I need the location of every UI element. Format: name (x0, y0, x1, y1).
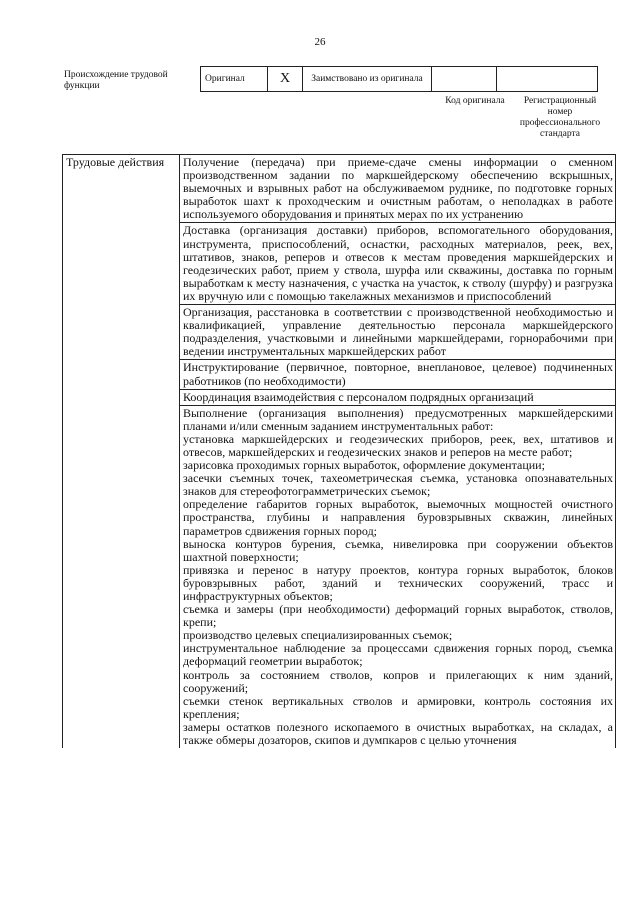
page-number: 26 (314, 36, 326, 48)
code-cell (432, 67, 497, 92)
instrumental-line: выноска контуров бурения, съемка, нивелировка при сооружении объектов шахтной поверхности; (183, 536, 613, 564)
labor-action-item: Организация, расстановка в соответствии с производственной необходимостью и квалификацией, управление деятельностью персонала маркшейдерского подразделения, участковыми и линейными маркшейдерами, горнорабочими при ведении инструментальных маркшейдерских работ (180, 305, 616, 360)
instrumental-line: установка маркшейдерских и геодезических приборов, реек, вех, штативов и отвесов, маркшейдерских и геодезических знаков и реперов на месте работ; (183, 431, 613, 459)
original-cell: Оригинал (201, 67, 268, 92)
labor-actions-table (62, 154, 616, 748)
instrumental-line: замеры остатков полезного ископаемого в очистных выработках, на складах, а также обмеры дозаторов, скипов и думпкаров с целью уточнения (183, 719, 613, 748)
labor-action-item: Доставка (организация доставки) приборов, вспомогательного оборудования, инструмента, приспособлений, оснастки, расходных материалов, реек, вех, штативов, знаков, реперов и отвесов к местам проведения маркшейдерских и геодезических работ, прием у ствола, шурфа или скважины, доставка по горным выработкам к месту назначения, с участка на участок, к стволу (шурфу) и разгрузка их вручную или с помощью такелажных механизмов и приспособлений (180, 223, 616, 305)
labor-action-item: Координация взаимодействия с персоналом подрядных организаций (180, 389, 616, 405)
reg-number-cell (497, 67, 598, 92)
instrumental-line: контроль за состоянием стволов, копров и прилегающих к ним зданий, сооружений; (183, 667, 613, 695)
labor-action-item-instrumental (180, 405, 616, 748)
instrumental-line: зарисовка проходимых горных выработок, оформление документации; (183, 458, 545, 473)
borrowed-cell: Заимствовано из оригинала (303, 67, 432, 92)
instrumental-line: инструментальное наблюдение за процессами сдвижения горных пород, съемка деформаций геометрии выработок; (183, 641, 613, 669)
labor-action-item: Инструктирование (первичное, повторное, внеплановое, целевое) подчиненных работников (по необходимости) (180, 360, 616, 389)
instrumental-line: съемки стенок вертикальных стволов и армировки, контроль состояния их крепления; (183, 693, 613, 721)
origin-table (200, 66, 598, 92)
labor-action-item: Получение (передача) при приеме-сдаче смены информации о сменном производственном задании по маркшейдерскому обеспечению вскрышных, выемочных и взрывных работ на обслуживаемом руднике, по подготовке горных выработок шахт к проходческим и очистным работам, о неполадках в работе используемого оборудования и принятых мерах по их устранению (180, 155, 616, 223)
code-caption: Код оригинала (445, 96, 505, 106)
origin-label: Происхождение трудовой функции (64, 70, 168, 91)
instrumental-line: съемка и замеры (при необходимости) деформаций горных выработок, стволов, крепи; (183, 602, 613, 630)
instrumental-line: привязка и перенос в натуру проектов, контура горных выработок, блоков буровзрывных работ, зданий и технических сооружений, трасс и инфраструктурных объектов; (183, 562, 613, 603)
instrumental-line: засечки съемных точек, тахеометрическая съемка, установка опознавательных знаков для стереофотограмметрических съемок; (183, 471, 613, 499)
labor-actions-label: Трудовые действия (63, 155, 180, 749)
reg-number-caption: Регистрационный номер профессионального стандарта (519, 96, 601, 139)
instrumental-line: производство целевых специализированных съемок; (183, 628, 453, 643)
original-mark: X (268, 67, 303, 92)
instrumental-line: определение габаритов горных выработок, выемочных мощностей очистного пространства, глубины и направления буровзрывных скважин, линейных параметров сдвижения горных пород; (183, 497, 613, 538)
instrumental-line: Выполнение (организация выполнения) предусмотренных маркшейдерскими планами и/или сменным заданием инструментальных работ: (183, 405, 613, 433)
